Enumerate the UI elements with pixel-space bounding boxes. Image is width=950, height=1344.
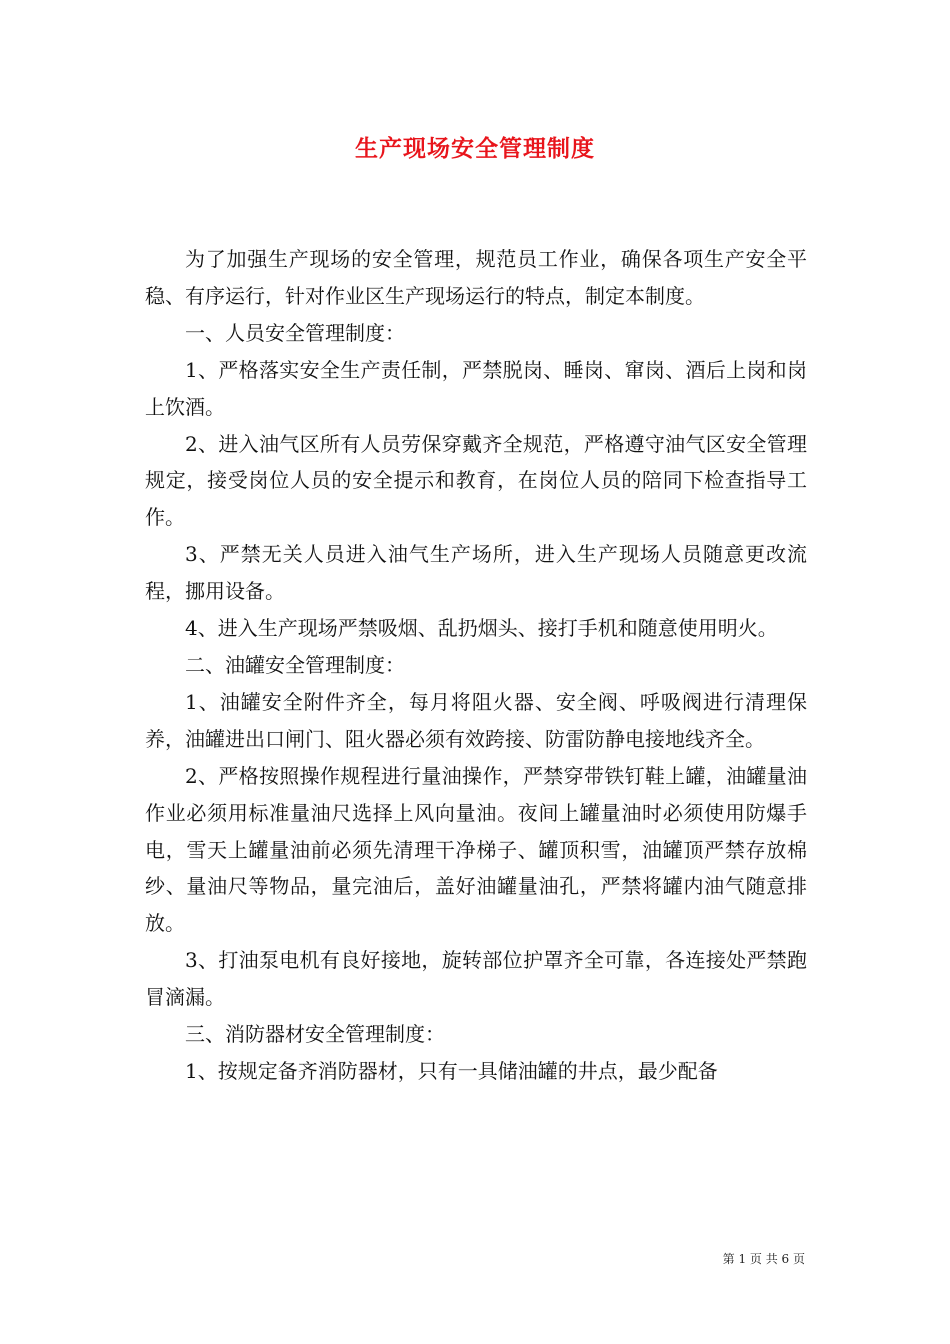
body-paragraph: 1、油罐安全附件齐全，每月将阻火器、安全阀、呼吸阀进行清理保养，油罐进出口闸门、阻火器必须有效跨接、防雷防静电接地线齐全。 [145, 689, 807, 751]
body-paragraph: 1、按规定备齐消防器材，只有一具储油罐的井点，最少配备 [185, 1058, 718, 1083]
section-heading: 一、人员安全管理制度： [185, 320, 405, 345]
body-paragraph: 4、进入生产现场严禁吸烟、乱扔烟头、接打手机和随意使用明火。 [185, 616, 778, 641]
page-number: 第 1 页 共 6 页 [722, 1252, 805, 1266]
section-heading: 二、油罐安全管理制度： [185, 652, 405, 677]
body-paragraph: 3、打油泵电机有良好接地，旋转部位护罩齐全可靠，各连接处严禁跑冒滴漏。 [145, 948, 807, 1010]
body-paragraph: 1、严格落实安全生产责任制，严禁脱岗、睡岗、窜岗、酒后上岗和岗上饮酒。 [145, 357, 807, 419]
body-paragraph: 3、严禁无关人员进入油气生产场所，进入生产现场人员随意更改流程，挪用设备。 [145, 542, 807, 604]
section-heading: 三、消防器材安全管理制度： [185, 1022, 445, 1047]
document-body [145, 241, 807, 1090]
intro-paragraph: 为了加强生产现场的安全管理，规范员工作业，确保各项生产安全平稳、有序运行，针对作业区生产现场运行的特点，制定本制度。 [145, 247, 807, 308]
body-paragraph: 2、进入油气区所有人员劳保穿戴齐全规范，严格遵守油气区安全管理规定，接受岗位人员的安全提示和教育，在岗位人员的陪同下检查指导工作。 [145, 431, 807, 530]
document-title: 生产现场安全管理制度 [355, 135, 595, 162]
body-paragraph: 2、严格按照操作规程进行量油操作，严禁穿带铁钉鞋上罐，油罐量油作业必须用标准量油尺选择上风向量油。夜间上罐量油时必须使用防爆手电，雪天上罐量油前必须先清理干净梯子、罐顶积雪，油罐顶严禁存放棉纱、量油尺等物品，量完油后，盖好油罐量油孔，严禁将罐内油气随意排放。 [145, 763, 807, 936]
